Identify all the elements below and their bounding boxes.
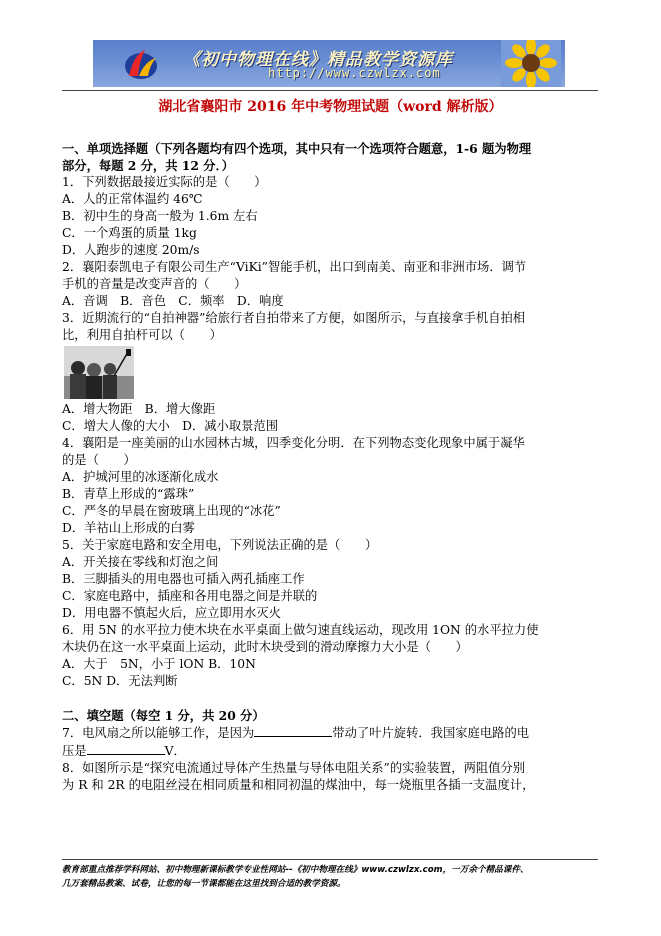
q7-line1-pre: 7．电风扇之所以能够工作，是因为 bbox=[62, 726, 255, 740]
q6-stem-line1: 6．用 5N 的水平拉力使木块在水平桌面上做匀速直线运动，现改用 1ON 的水平拉力使 bbox=[62, 623, 539, 637]
q6-options-line1: A．大于 5N，小于 lON B．10N bbox=[62, 657, 256, 671]
q5-option-d: D．用电器不慎起火后，应立即用水灭火 bbox=[62, 606, 281, 620]
q5-stem: 5．关于家庭电路和安全用电，下列说法正确的是（ ） bbox=[62, 538, 378, 552]
banner-title: 《初中物理在线》精品教学资源库 bbox=[183, 50, 453, 70]
q7-line1 bbox=[62, 724, 600, 742]
section-gap bbox=[62, 690, 600, 707]
document-title: 湖北省襄阳市 2016 年中考物理试题（word 解析版） bbox=[158, 99, 503, 115]
exam-content bbox=[62, 140, 600, 794]
section2-heading: 二、填空题（每空 1 分，共 20 分） bbox=[62, 708, 265, 723]
sunflower-icon bbox=[501, 40, 561, 87]
q4-option-c: C．严冬的早晨在窗玻璃上出现的“冰花” bbox=[62, 504, 281, 518]
q1-stem: 1．下列数据最接近实际的是（ ） bbox=[62, 175, 267, 189]
q3-stem-line1: 3．近期流行的“自拍神器”给旅行者自拍带来了方便，如图所示，与直接拿手机自拍相 bbox=[62, 311, 526, 325]
q3-stem-line2: 比，利用自拍杆可以（ ） bbox=[62, 328, 222, 342]
q4-option-b: B．青草上形成的“露珠” bbox=[62, 487, 195, 501]
q1-option-d: D．人跑步的速度 20m/s bbox=[62, 243, 200, 257]
q1-option-c: C．一个鸡蛋的质量 1kg bbox=[62, 226, 197, 240]
q5-option-a: A．开关接在零线和灯泡之间 bbox=[62, 555, 219, 569]
q4-stem-line2: 的是（ ） bbox=[62, 453, 136, 467]
q5-option-c: C．家庭电路中，插座和各用电器之间是并联的 bbox=[62, 589, 318, 603]
footer-line1: 教育部重点推荐学科网站、初中物理新课标教学专业性网站--《初中物理在线》www.czwlzx.com，一万余个精品课件、 bbox=[62, 865, 529, 875]
q6-stem-line2: 木块仍在这一水平桌面上运动，此时木块受到的滑动摩擦力大小是（ ） bbox=[62, 640, 468, 654]
q6-options-line2: C．5N D．无法判断 bbox=[62, 674, 178, 688]
q4-option-d: D．羊祜山上形成的白雾 bbox=[62, 521, 195, 535]
q7-blank-1[interactable] bbox=[254, 724, 332, 737]
header-divider bbox=[62, 90, 598, 91]
q7-line2-pre: 压是 bbox=[62, 744, 87, 758]
page-footer bbox=[62, 863, 602, 891]
q7-line2-post: V． bbox=[164, 744, 186, 758]
q7-line2 bbox=[62, 742, 600, 760]
q2-stem-line2: 手机的音量是改变声音的（ ） bbox=[62, 277, 247, 291]
header-banner bbox=[93, 40, 565, 87]
q8-line1: 8．如图所示是“探究电流通过导体产生热量与导体电阻关系”的实验装置，两阻值分别 bbox=[62, 761, 526, 775]
banner-url: http://www.czwlzx.com bbox=[268, 66, 441, 80]
q7-blank-2[interactable] bbox=[87, 742, 165, 755]
section1-heading-line2: 部分，每题 2 分，共 12 分．） bbox=[62, 158, 234, 173]
footer-divider bbox=[62, 859, 598, 860]
q7-line1-post: 带动了叶片旋转．我国家庭电路的电 bbox=[332, 726, 530, 740]
q8-line2: 为 R 和 2R 的电阻丝浸在相同质量和相同初温的煤油中，每一烧瓶里各插一支温度计， bbox=[62, 778, 535, 792]
section1-heading-line1: 一、单项选择题（下列各题均有四个选项，其中只有一个选项符合题意，1-6 题为物理 bbox=[62, 141, 532, 156]
q2-options: A．音调 B．音色 C．频率 D．响度 bbox=[62, 294, 284, 308]
selfie-stick-photo bbox=[64, 346, 134, 399]
q4-stem-line1: 4．襄阳是一座美丽的山水园林古城，四季变化分明．在下列物态变化现象中属于凝华 bbox=[62, 436, 525, 450]
q2-stem-line1: 2．襄阳泰凯电子有限公司生产“ViKi”智能手机，出口到南美、南亚和非洲市场．调节 bbox=[62, 260, 527, 274]
footer-line2: 几万套精品教案、试卷，让您的每一节课都能在这里找到合适的教学资源。 bbox=[62, 879, 346, 889]
q1-option-a: A．人的正常体温约 46℃ bbox=[62, 192, 203, 206]
site-logo-icon bbox=[123, 46, 159, 82]
q3-options-line2: C．增大人像的大小 D．减小取景范围 bbox=[62, 419, 279, 433]
q1-option-b: B．初中生的身高一般为 1.6m 左右 bbox=[62, 209, 258, 223]
q5-option-b: B．三脚插头的用电器也可插入两孔插座工作 bbox=[62, 572, 305, 586]
q4-option-a: A．护城河里的冰逐渐化成水 bbox=[62, 470, 219, 484]
q3-options-line1: A．增大物距 B．增大像距 bbox=[62, 402, 216, 416]
